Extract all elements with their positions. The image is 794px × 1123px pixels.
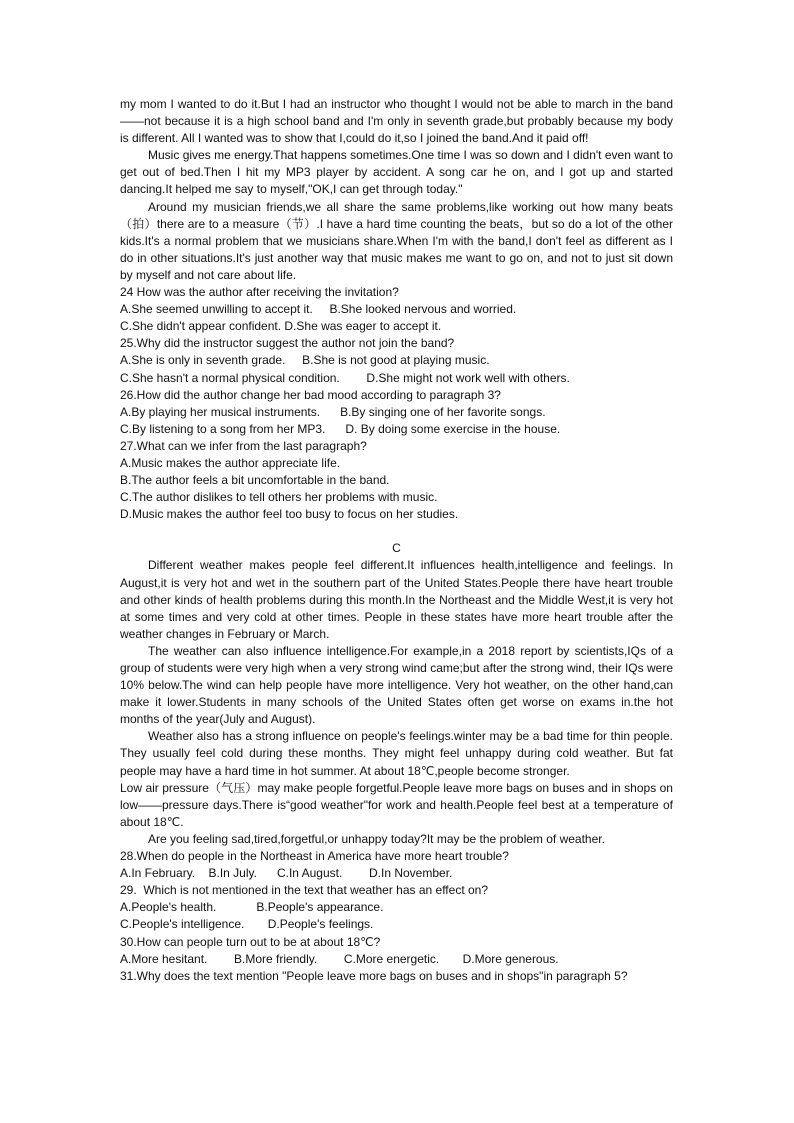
question-30: 30.How can people turn out to be at about 18℃? (120, 934, 381, 949)
question-25: 25.Why did the instructor suggest the author not join the band? (120, 336, 455, 351)
question-26-options-ab: A.By playing her musical instruments. B.By singing one of her favorite songs. (120, 404, 546, 419)
section-spacer (120, 523, 673, 540)
question-27-option-a: A.Music makes the author appreciate life. (120, 455, 341, 470)
exam-page (120, 96, 673, 985)
question-25-options-cd: C.She hasn't a normal physical condition. D.She might not work well with others. (120, 370, 570, 385)
passage-b (120, 96, 673, 523)
question-30-options: A.More hesitant. B.More friendly. C.More energetic. D.More generous. (120, 951, 559, 966)
passage-b-paragraph-1: my mom I wanted to do it.But I had an instructor who thought I would not be able to march in the band——not because it is a high school band and I'm only in seventh grade,but probably because my body is different. All I wanted was to show that I,could do it,so I joined the band.And it paid off! (120, 97, 673, 146)
passage-c (120, 540, 673, 984)
passage-c-paragraph-5: Are you feeling sad,tired,forgetful,or unhappy today?It may be the problem of weather. (148, 831, 605, 846)
question-29-options-ab: A.People's health. B.People's appearance. (120, 900, 384, 915)
passage-c-paragraph-4: Low air pressure（气压）may make people forgetful.People leave more bags on buses and in shops on low——pressure days.There is“good weather"for work and health.People feel best at a temperature of about 18℃. (120, 780, 673, 829)
question-24-options-ab: A.She seemed unwilling to accept it. B.She looked nervous and worried. (120, 302, 517, 317)
question-26: 26.How did the author change her bad mood according to paragraph 3? (120, 387, 501, 402)
passage-b-paragraph-2: Music gives me energy.That happens sometimes.One time I was so down and I didn't even want to get out of bed.Then I hit my MP3 player by accident. A song car he on, and I got up and started dancing.It helped me say to myself,"OK,I can get through today." (120, 148, 673, 197)
question-24: 24 How was the author after receiving the invitation? (120, 285, 399, 300)
question-29: 29. Which is not mentioned in the text that weather has an effect on? (120, 883, 489, 898)
question-26-options-cd: C.By listening to a song from her MP3. D. By doing some exercise in the house. (120, 421, 561, 436)
passage-c-paragraph-1: Different weather makes people feel different.It influences health,intelligence and feelings. In August,it is very hot and wet in the southern part of the United States.People there have heart trouble and other kinds of health problems during this month.In the Northeast and the Middle West,it is very hot at some times and very cold at other times. People in these states have more heart trouble after the weather changes in February or March. (120, 558, 673, 641)
question-24-options-cd: C.She didn't appear confident. D.She was eager to accept it. (120, 319, 442, 334)
section-heading: C (392, 541, 401, 556)
passage-c-paragraph-2: The weather can also influence intelligence.For example,in a 2018 report by scientists,IQs of a group of students were very high when a very strong wind came;but after the strong wind, their IQs were 10% below.The wind can help people have more intelligence. Very hot weather, on the other hand,can make it lower.Students in many schools of the United States often get worse on exams in.the hot months of the year(July and August). (120, 643, 673, 727)
question-25-options-ab: A.She is only in seventh grade. B.She is not good at playing music. (120, 353, 490, 368)
question-27-option-c: C.The author dislikes to tell others her problems with music. (120, 490, 438, 505)
question-27-option-b: B.The author feels a bit uncomfortable in the band. (120, 473, 390, 488)
question-29-options-cd: C.People's intelligence. D.People's feelings. (120, 917, 374, 932)
question-27: 27.What can we infer from the last paragraph? (120, 438, 367, 453)
question-27-option-d: D.Music makes the author feel too busy to focus on her studies. (120, 507, 459, 522)
question-31: 31.Why does the text mention "People leave more bags on buses and in shops"in paragraph 5? (120, 968, 628, 983)
passage-b-paragraph-3: Around my musician friends,we all share the same problems,like working out how many beats（拍）there are to a measure（节）.I have a hard time counting the beats，but so do a lot of the other kids.It's a normal problem that we musicians share.When I'm with the band,I don't feel as different as I do in other situations.It's just another way that music makes me want to go on, and not to just sit down by myself and not care about life. (120, 199, 673, 282)
question-28-options: A.In February. B.In July. C.In August. D.In November. (120, 866, 453, 881)
question-28: 28.When do people in the Northeast in America have more heart trouble? (120, 849, 509, 864)
passage-c-paragraph-3: Weather also has a strong influence on people's feelings.winter may be a bad time for thin people. They usually feel cold during these months. They might feel unhappy during cold weather. But fat people may have a hard time in hot summer. At about 18℃,people become stronger. (120, 729, 673, 778)
